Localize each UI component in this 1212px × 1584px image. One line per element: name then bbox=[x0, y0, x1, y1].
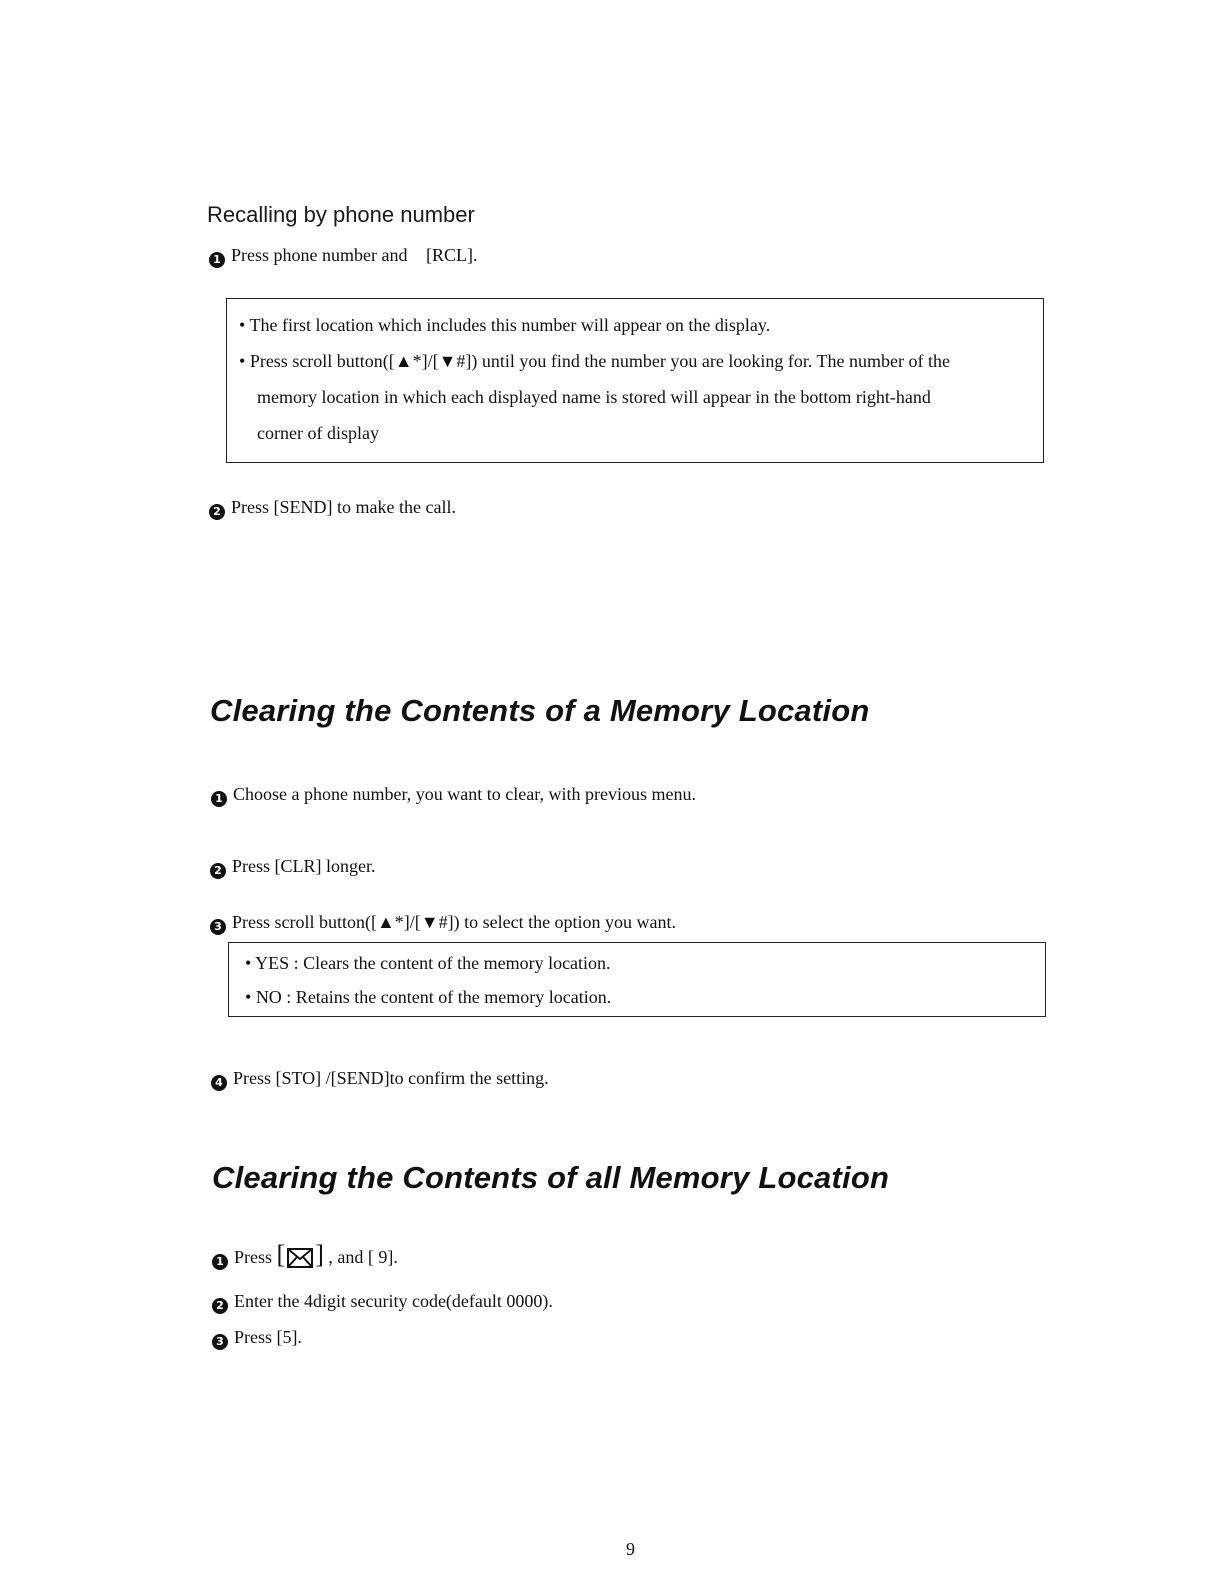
option-no: • NO : Retains the content of the memory location. bbox=[245, 987, 612, 1007]
clear-one-options-box bbox=[228, 942, 1046, 1017]
page-number: 9 bbox=[626, 1539, 635, 1559]
clear-one-step-4-text: Press [STO] /[SEND]to confirm the setting. bbox=[233, 1068, 549, 1088]
bracket-close: ] bbox=[315, 1240, 324, 1269]
clear-one-step-3 bbox=[210, 911, 676, 935]
step-number-badge: 1 bbox=[211, 791, 227, 807]
recall-step-1-key: [RCL]. bbox=[425, 245, 478, 265]
info-bullet: • The first location which includes this number will appear on the display. bbox=[239, 315, 771, 335]
recall-info-box bbox=[226, 298, 1044, 463]
clear-one-step-2 bbox=[210, 855, 376, 879]
clear-one-step-1-text: Choose a phone number, you want to clear, with previous menu. bbox=[233, 784, 696, 804]
clear-one-step-3-text: Press scroll button([▲*]/[▼#]) to select the option you want. bbox=[232, 912, 677, 932]
step-number-badge: 3 bbox=[212, 1334, 228, 1350]
clear-one-step-4 bbox=[211, 1067, 549, 1091]
recall-step-2-text: Press [SEND] to make the call. bbox=[231, 497, 456, 517]
step-number-badge: 4 bbox=[211, 1075, 227, 1091]
option-yes-text: YES : Clears the content of the memory location. bbox=[255, 953, 611, 973]
step-number-badge: 2 bbox=[209, 504, 225, 520]
clear-all-step-1-press: Press bbox=[234, 1247, 273, 1267]
info-bullet-text: Press scroll button([▲*]/[▼#]) until you find the number you are looking for. The number of the bbox=[249, 351, 950, 371]
option-no-text: NO : Retains the content of the memory location. bbox=[255, 987, 612, 1007]
step-number-badge: 2 bbox=[210, 863, 226, 879]
clear-one-step-2-text: Press [CLR] longer. bbox=[232, 856, 376, 876]
info-bullet-text: The first location which includes this number will appear on the display. bbox=[249, 315, 771, 335]
clear-all-step-2 bbox=[212, 1290, 553, 1314]
recall-step-1-text: Press phone number and bbox=[231, 245, 408, 265]
clear-one-heading: Clearing the Contents of a Memory Location bbox=[210, 693, 870, 728]
step-number-badge: 2 bbox=[212, 1298, 228, 1314]
clear-all-step-2-text: Enter the 4digit security code(default 0000). bbox=[234, 1291, 553, 1311]
option-yes: • YES : Clears the content of the memory location. bbox=[245, 953, 611, 973]
clear-all-step-3-text: Press [5]. bbox=[234, 1327, 302, 1347]
clear-all-step-1 bbox=[212, 1240, 398, 1277]
recall-step-1 bbox=[209, 244, 477, 268]
clear-one-step-1 bbox=[211, 783, 696, 807]
clear-all-step-3 bbox=[212, 1326, 302, 1350]
step-number-badge: 1 bbox=[209, 252, 225, 268]
bracket-open: [ bbox=[276, 1240, 286, 1269]
clear-all-step-1-tail: , and [ 9]. bbox=[328, 1247, 398, 1267]
recall-step-2 bbox=[209, 496, 456, 520]
envelope-icon bbox=[287, 1247, 313, 1277]
info-bullet: • Press scroll button([▲*]/[▼#]) until you find the number you are looking for. The number of the bbox=[239, 351, 950, 371]
step-number-badge: 1 bbox=[212, 1254, 228, 1270]
step-number-badge: 3 bbox=[210, 919, 226, 935]
clear-all-heading: Clearing the Contents of all Memory Location bbox=[212, 1160, 890, 1195]
info-bullet-continuation: corner of display bbox=[257, 423, 379, 443]
recall-subheading: Recalling by phone number bbox=[207, 202, 475, 227]
info-bullet-continuation: memory location in which each displayed name is stored will appear in the bottom right-hand bbox=[257, 387, 931, 407]
